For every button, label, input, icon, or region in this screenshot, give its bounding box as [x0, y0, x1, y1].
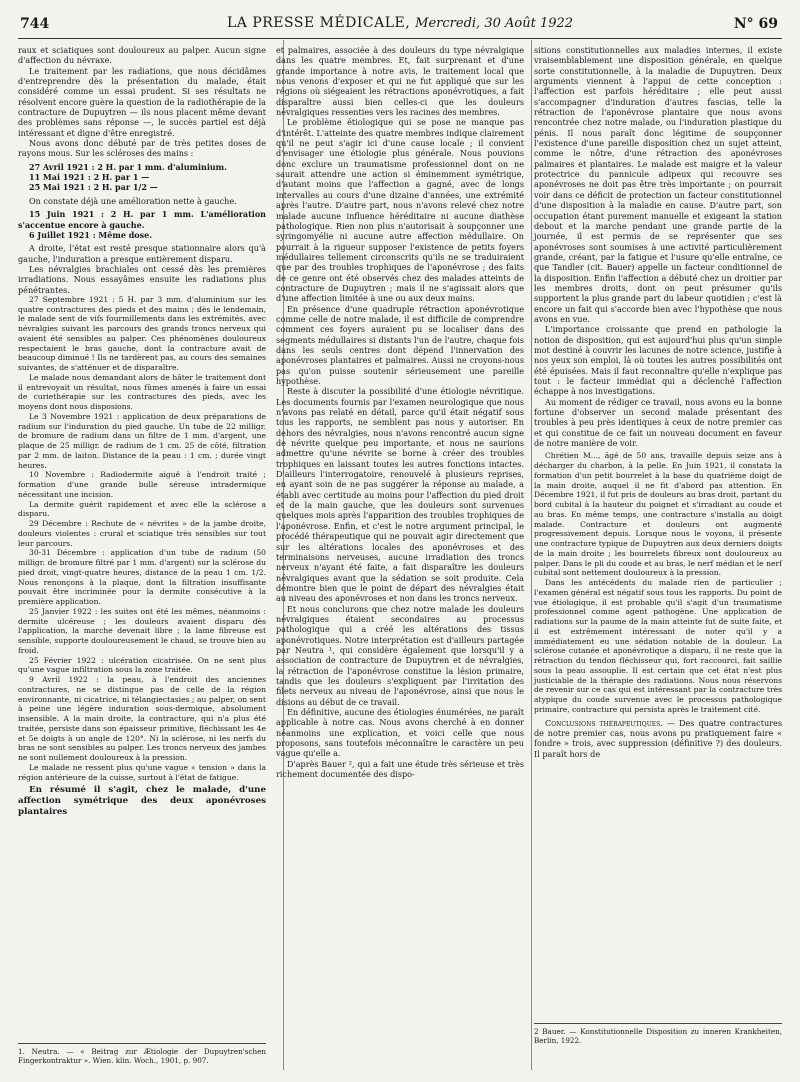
paragraph: En définitive, aucune des étiologies énumérées, ne paraît applicable à notre cas. Nous avons cherché à en donner néanmoins une explication, et voici celle que nous proposons, sans toutefois méconnaître le caractère un peu vague qu'elle a.	[276, 707, 524, 759]
paragraph: 30-31 Décembre : application d'un tube de radium (50 milligr. de bromure filtré par 1 mm. d'argent) sur la sclérose du pied droit, vingt-quatre heures, distance de la peau 1 cm. 1/2. Nous renonçons à la plaque, dont la filtration insuffisante pouvait être incriminée pour la dermite consécutive à la première application.	[18, 548, 266, 607]
journal-name: LA PRESSE MÉDICALE,	[226, 15, 411, 31]
column-1	[18, 45, 266, 1075]
paragraph: Le 3 Novembre 1921 : application de deux préparations de radium sur l'induration du pied gauche. Un tube de 22 milligr. de bromure de radium dans un filtre de 1 mm. d'argent, une plaque de 25 milligr. de radium de 1 cm. 25 de côté, filtration par 2 mm. de laiton. Distance de la peau : 1 cm. ; durée vingt heures.	[18, 411, 266, 470]
footnote: 2 Bauer. — Konstitutionnelle Disposition zu inneren Krankheiten, Berlin, 1922.	[534, 1023, 782, 1045]
conclusion-text: — Des quatre contractures de notre premier cas, nous avons pu pratiquement faire « fondre » trois, avec suppression (définitive ?) des douleurs. Il paraît hors de	[534, 717, 782, 759]
paragraph: Les névralgies brachiales ont cessé dès les premières irradiations. Nous essayâmes ensuite les radiations plus pénétrantes.	[18, 263, 266, 295]
page-header	[18, 10, 782, 39]
paragraph: Le problème étiologique qui se pose ne manque pas d'intérêt. L'atteinte des quatre membres indique clairement qu'il ne peut s'agir ici d'une cause locale ; il convient d'envisager une étiologie plus générale. Nous pouvions donc exclure un traumatisme professionnel dont on ne saurait attendre une action si éminemment symétrique, d'autant moins que l'affection a gagné, avec de longs intervalles au cours d'une dizaine d'années, une extrémité après l'autre. D'autre part, nous n'avons relevé chez notre malade aucune influence héréditaire ni aucune diathèse pathologique. Rien non plus n'autorisait à soupçonner une syringomyélie ni aucune autre affection médullaire. On pourrait à la rigueur supposer l'existence de petits foyers médullaires tellement circonscrits qu'ils ne se traduiraient que par des troubles trophiques de l'aponévrose ; des faits de ce genre ont été observés chez des malades atteints de contracture de Dupuytren ; mais il ne s'agissait alors que d'une affection limitée à une ou aux deux mains.	[276, 117, 524, 304]
paragraph: A droite, l'état est resté presque stationnaire alors qu'à gauche, l'induration a presque entièrement disparu.	[18, 243, 266, 264]
paragraph: sitions constitutionnelles aux maladies internes, il existe vraisemblablement une disposition générale, en quelque sorte constitutionnelle, à la maladie de Dupuytren. Deux arguments viennent à l'appui de cette conception : l'affection est parfois héréditaire ; elle peut aussi s'accompagner d'induration d'autres fascias, telle la rétraction de l'aponévrose plantaire que nous avons rencontrée chez notre malade, ou l'induration plastique du pénis. Il nous paraît donc légitime de soupçonner l'existence d'une pareille disposition chez un sujet atteint, comme le nôtre, d'une rétraction des aponévroses palmaires et plantaires. Le malade est maigre et la valeur protectrice du pannicule adipeux qui recouvre ses aponévroses ne doit pas être très importante ; on pourrait voir dans ce déficit de protection un facteur constitutionnel d'une disposition à la maladie en cause. D'autre part, son occupation étant purement manuelle et exigeant la station debout et la marche pendant une grande partie de la journée, il est permis de se représenter que ses aponévroses sont soumises à une activité particulièrement grande, créant, par la fatigue et l'usure qu'elle entraîne, ce que Tandler (cit. Bauer) appelle un facteur conditionnel de la disposition. Enfin l'affection a débuté chez un droitier par les membres droits, dont on peut présumer qu'ils supportent la plus grande part du labeur quotidien ; c'est là encore un fait qui s'accorde bien avec l'hypothèse que nous avons en vue.	[534, 45, 782, 324]
paragraph: L'importance croissante que prend en pathologie la notion de disposition, qui est aujourd'hui plus qu'un simple mot destiné à couvrir les lacunes de notre science, justifie à nos yeux son emploi, là où toutes les autres possibilités ont été épuisées. Mais il faut reconnaître qu'elle n'explique pas tout : le facteur immédiat qui a déclenché l'affection échappe à nos investigations.	[534, 324, 782, 397]
dose-line: 15 Juin 1921 : 2 H. par 1 mm. L'amélioration s'accentue encore à gauche.	[18, 209, 266, 230]
paragraph: Au moment de rédiger ce travail, nous avons eu la bonne fortune d'observer un second malade présentant des troubles à peu près identiques à ceux de notre premier cas et qui constitue de ce fait un nouveau document en faveur de notre manière de voir.	[534, 396, 782, 449]
conclusion-paragraph	[534, 718, 782, 759]
conclusion-heading: Conclusions thérapeutiques.	[545, 717, 663, 728]
summary-paragraph: En résumé il s'agit, chez le malade, d'une affection symétrique des deux aponévroses plantaires	[18, 785, 266, 818]
paragraph: 25 Janvier 1922 : les suites ont été les mêmes, néanmoins : dermite ulcéreuse ; les douleurs avaient disparu dès l'application, la marche devenait libre ; la lame fibreuse est sensible, supporte douloureusement le chaud, se trouve bien au froid.	[18, 606, 266, 655]
paragraph: Et nous conclurons que chez notre malade les douleurs névralgiques étaient secondaires au processus pathologique qui a créé les altérations des tissus aponévrotiques. Notre interprétation est d'ailleurs partagée par Neutra ¹, qui considère également que lorsqu'il y a association de contracture de Dupuytren et de névralgies, la rétraction de l'aponévrose constitue la lésion primaire, tandis que les douleurs s'expliquent par l'irritation des filets nerveux au niveau de l'aponévrose, ainsi que nous le disions au début de ce travail.	[276, 603, 524, 707]
running-title	[18, 15, 782, 31]
issue-number: N° 69	[733, 16, 778, 32]
case-report: Dans les antécédents du malade rien de particulier ; l'examen général est négatif sous tous les rapports. Du point de vue étiologique, il est probable qu'il s'agit d'un traumatisme professionnel comme agent pathogène. Une application de radiations sur la paume de la main atteinte fut de suite faite, et il est extrêmement intéressant de noter qu'il y a immédiatement eu une sédation notable de la douleur. La sclérose cutanée et aponévrotique a disparu, il ne reste que la rétraction du tendon fléchisseur qui, fort raccourci, fait saillie sous la peau assouplie. Il est certain que cet état n'est plus justiciable de la thérapie des radiations. Nous nous réservons de revenir sur ce cas qui est intéressant par la contracture très atypique du coude survenue avec le processus pathologique primaire, contracture qui persista après le traitement cité.	[534, 578, 782, 714]
dose-line: 6 Juillet 1921 : Même dose.	[29, 229, 153, 240]
paragraph: On constate déjà une amélioration nette à gauche.	[29, 195, 237, 206]
paragraph: 29 Décembre : Rechute de « névrites » de la jambe droite, douleurs violentes : crural et sciatique très sensibles sur tout leur parcours.	[18, 519, 266, 548]
paragraph: Le malade ne ressent plus qu'une vague « tension » dans la région antérieure de la cuisse, surtout à l'état de fatigue.	[18, 762, 266, 782]
case-report: Chrétien M..., âgé de 50 ans, travaille depuis seize ans à décharger du charbon, à la pelle. En Juin 1921, il constata la formation d'un petit bourrelet à la base du quatrième doigt de la main droite, auquel il ne fit d'abord pas attention. En Décembre 1921, il fut pris de douleurs au bras droit, partant du bord cubital à la hauteur du poignet et s'irradiant au coude et au bras. En même temps, une contracture s'installa au doigt malade. Contracture et douleurs ont augmenté progressivement depuis. Lorsque nous le voyons, il présente une contracture typique de Dupuytren aux deux derniers doigts de la main droite ; les bourrelets fibreux sont douloureux au palper. Dans le pli du coude et au bras, le nerf médian et le nerf cubital sont nettement douloureux à la pression.	[534, 451, 782, 578]
paragraph: 9 Avril 1922 : la peau, à l'endroit des anciennes contractures, ne se distingue pas de celle de la région environnante, ni cicatrice, ni télangiectasies ; au palper, on sent à peine une légère induration sous-dermique, absolument insensible. A la main droite, la contracture, qui n'a plus été traitée, persiste dans son épaisseur primitive, fléchissant les 4e et 5e doigts à un angle de 120°. Ni la sclérose, ni les nerfs du bras ne sont sensibles au palper. Les troncs nerveux des jambes ne sont nullement douloureux à la pression.	[18, 675, 266, 763]
paragraph: Le malade nous demandant alors de hâter le traitement dont il entrevoyait un résultat, nous fûmes amenés à faire un essai de curiethérapie sur les contractures des pieds, avec les moyens dont nous disposions.	[18, 372, 266, 412]
paragraph: Reste à discuter la possibilité d'une étiologie névritique. Les documents fournis par l'examen neurologique que nous n'avons pas relaté en détail, parce qu'il était négatif sous tous les rapports, ne semblent pas nous y autoriser. En dehors des névralgies, nous n'avons rencontré aucun signe de névrite quelque peu importante, et nous ne saurions admettre qu'une névrite se borne à créer des troubles trophiques en laissant toutes les autres fonctions intactes. D'ailleurs l'interrogatoire, renouvelé à plusieurs reprises, en ayant soin de ne pas suggérer la réponse au malade, a établi avec certitude au moins pour l'affection du pied droit et de la main gauche, que les douleurs sont survenues quelques mois après l'apparition des troubles trophiques de l'aponévrose. Enfin, et c'est le notre argument principal, le procédé thérapeutique qui ne pouvait agir directement que sur les altérations locales des aponévroses et des terminaisons nerveuses, aucune irradiation des troncs nerveux n'ayant été faite, a fait disparaître les douleurs névralgiques avant que la sédation se soit produite. Cela démontre bien que le point de départ des névralgies était au niveau des aponévroses et non dans les troncs nerveux.	[276, 386, 524, 604]
column-2	[276, 45, 524, 1075]
paragraph: 27 Septembre 1921 : 5 H. par 3 mm. d'aluminium sur les quatre contractures des pieds et des mains ; dès le lendemain, le malade sent de vifs fourmillements dans les extrémités, avec névralgies suivant les parcours des grands troncs nerveux qui avaient été sensibles au palper. Ces phénomènes douloureux respectaient le bras gauche, dont la contracture avait de beaucoup diminué ! Ils ne tardèrent pas, au cours des semaines suivantes, de s'atténuer et de disparaître.	[18, 294, 266, 373]
dose-line: 25 Mai 1921 : 2 H. par 1/2 —	[29, 182, 158, 193]
column-rule	[531, 40, 532, 1070]
page-number: 744	[20, 16, 50, 32]
paragraph: La dermite guérit rapidement et avec elle la sclérose a disparu.	[18, 499, 266, 519]
footnote: 1. Neutra. — « Beitrag zur Ætiologie der Dupuytren'schen Fingerkontraktur ». Wien. klin. Woch., 1901, p. 907.	[18, 1043, 266, 1065]
paragraph: En présence d'une quadruple rétraction aponévrotique comme celle de notre malade, il est difficile de comprendre comment ces foyers auraient pu se localiser dans des segments médullaires si distants l'un de l'autre, chaque fois dans les seuls centres dont dépend l'innervation des aponévroses plantaires et palmaires. Aussi ne croyons-nous pas qu'on puisse soutenir sérieusement une pareille hypothèse.	[276, 303, 524, 386]
text-columns	[18, 45, 782, 1075]
column-3	[534, 45, 782, 1075]
paragraph: D'après Bauer ², qui a fait une étude très sérieuse et très richement documentée des dispo-	[276, 758, 524, 780]
paragraph: raux et sciatiques sont douloureux au palper. Aucun signe d'affection du névraxe.	[18, 45, 266, 66]
paragraph: 10 Novembre : Radiodermite aiguë à l'endroit traité ; formation d'une grande bulle séreuse intradermique nécessitant une incision.	[18, 470, 266, 499]
issue-date: Mercredi, 30 Août 1922	[415, 16, 574, 31]
paragraph: Le traitement par les radiations, que nous décidâmes d'entreprendre dès la présentation du malade, était considéré comme un essai prudent. Si ses résultats ne résolvent encore guère la question de la radiothérapie de la contracture de Dupuytren — ils nous placent même devant des problèmes sans réponse —, le succès partiel est déjà intéressant et digne d'être enregistré.	[18, 65, 266, 138]
dose-line: 27 Avril 1921 : 2 H. par 1 mm. d'aluminium.	[29, 161, 227, 172]
paragraph: Nous avons donc débuté par de très petites doses de rayons mous. Sur les scléroses des mains :	[18, 138, 266, 159]
dose-line: 11 Mai 1921 : 2 H. par 1 —	[29, 172, 150, 183]
paragraph: 25 Février 1922 : ulcération cicatrisée. On ne sent plus qu'une vague infiltration sous la zone traitée.	[18, 655, 266, 675]
paragraph: et palmaires, associée à des douleurs du type névralgique dans les quatre membres. Et, fait surprenant et d'une grande importance à notre avis, le traitement local que nous venons d'exposer et qui ne fut appliqué que sur les régions où siégeaient les rétractions aponévrotiques, a fait disparaître aussi bien celles-ci que les douleurs névralgiques ressenties vers les racines des membres.	[276, 45, 524, 118]
